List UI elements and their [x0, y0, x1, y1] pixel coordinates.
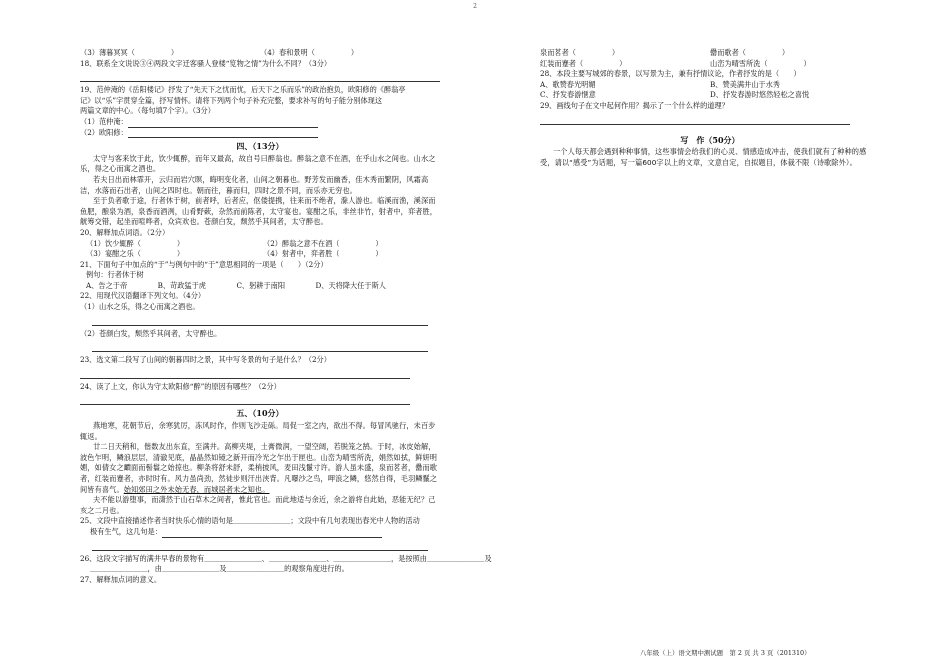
right-column — [540, 48, 880, 168]
q28-option-d[interactable]: D、抒发春游时悠然轻松之喜悦 — [710, 90, 810, 100]
section-4-heading: 四、（13分） — [236, 141, 284, 152]
passage-4-para-1: 太守与客来饮于此，饮少辄醉，而年又最高，故自号曰醉翁也。醉翁之意不在酒，在乎山水之间也。山水之乐，得之心而寓之酒也。 — [80, 153, 436, 174]
q28-option-b[interactable]: B、赞美满井山于水秀 — [710, 79, 780, 89]
q27-item-3: 红装而蹇者（ ） — [540, 58, 627, 68]
q19-b-label: （2）欧阳修： — [80, 127, 128, 137]
q17-row — [80, 48, 440, 59]
q20-row-1 — [80, 239, 440, 250]
writing-prompt: 一个人每天都会遇到种种事情，这些事情会给我们的心灵、情感造成冲击，使我们就有了种种的感受，请以“感受”为话题，写一篇600字以上的文章，文意自定，自拟题目，体裁不限（诗歌除外）。 — [540, 147, 867, 167]
q27-item-4: 山峦为晴雪所洗（ ） — [710, 58, 811, 68]
q29-answer-line[interactable] — [540, 114, 850, 125]
q18-text: 18、联系全文说说③④两段文字迁客骚人登楼“览物之情”为什么不同？（3分） — [80, 58, 332, 68]
q20-item-4: （4）射者中，弈者胜（ ） — [263, 249, 383, 259]
q26-text-1: 26、这段文字描写的满井早春的景物有＿＿＿＿＿＿＿＿、＿＿＿＿＿＿＿＿、＿＿＿＿＿＿＿＿，是按照由＿＿＿＿＿＿＿＿及 — [80, 553, 492, 563]
passage-4-para-2: 若夫日出而林霏开，云归而岩穴暝，晦明变化者，山间之朝暮也。野芳发而幽香，佳木秀而繁阴，风霜高洁，水落而石出者，山间之四时也。朝而往，暮而归，四时之景不同，而乐亦无穷也。 — [80, 174, 429, 195]
q28-options-row-1 — [540, 80, 880, 91]
passage-4-para-3: 至于负者歌于途，行者休于树，前者呼，后者应，伛偻提携，往来而不绝者，滁人游也。临溪而渔，溪深而鱼肥，酿泉为酒，泉香而酒洌，山肴野蔌，杂然而前陈者，太守宴也。宴酣之乐，非丝非竹，射者中，弈者胜，觥筹交错，起坐而喧哗者，众宾欢也。苍颜白发，颓然乎其间者，太守醉也。 — [80, 196, 438, 227]
left-column — [80, 48, 492, 585]
q27-text: 27、解释加点词的意义。 — [80, 574, 162, 584]
q19-b — [80, 128, 440, 139]
q19-a — [80, 117, 440, 128]
q19-text-1: 19、范仲淹的《岳阳楼记》抒发了“先天下之忧而忧，后天下之乐而乐”的政治抱负，欧阳修的《醉翁亭 — [80, 85, 406, 95]
passage-5-para-2 — [80, 442, 440, 495]
q19-a-blank[interactable] — [128, 119, 318, 128]
section-5-heading: 五、（10分） — [236, 408, 284, 419]
q25-text-2 — [80, 527, 440, 538]
passage-5-para-1: 燕地寒，花朝节后，余寒犹厉，冻风时作，作则飞沙走砾。局促一室之内，欲出不得。每冒风驰行，未百步辄返。 — [80, 421, 436, 441]
q21-option-b[interactable]: B、苛政猛于虎 — [157, 280, 206, 290]
q28-option-a[interactable]: A、歌赞春光明媚 — [540, 79, 596, 89]
q17-item-3: （3）薄暮冥冥（ ） — [80, 48, 179, 57]
q21-option-a[interactable]: A、告之于帝 — [86, 280, 128, 290]
q25-answer-blank[interactable] — [162, 529, 382, 538]
page-footer: 八年级（上）语文期中测试题 第 2 页 共 3 页（201310） — [640, 649, 811, 657]
passage-5-para-3: 夫不能以游堕事，而潇然于山石草木之间者，惟此官也。而此地适与余近，余之游将自此始，恶能无纪？己亥之二月也。 — [80, 495, 436, 515]
q24-answer-line[interactable] — [80, 394, 410, 405]
q27-item-2: 罍而歌者（ ） — [710, 48, 790, 57]
q21-example: 例句：行者休于树 — [86, 270, 144, 280]
q20-item-2: （2）醉翁之意不在酒（ ） — [263, 238, 383, 248]
page-number: 2 — [473, 3, 477, 10]
underlined-sentence: 始知郊田之外未始无春，而城居者未之知也。 — [123, 484, 270, 494]
q24-text: 24、读了上文，你认为守太欧阳修“醉”的原因有哪些？（2分） — [80, 381, 281, 391]
q28-text: 28、本段主要写城郊的春景，以写景为主，兼有抒情议论，作者抒发的是（ ） — [540, 69, 801, 79]
q27-row-1 — [540, 48, 880, 59]
q22-sentence-2: （2）苍颜白发，颓然乎其间者，太守醉也。 — [80, 328, 222, 338]
q22-text: 22、用现代汉语翻译下列文句。（4分） — [80, 291, 206, 301]
q22-sentence-1: （1）山水之乐，得之心而寓之酒也。 — [80, 302, 200, 312]
q27-item-1: 泉而茗者（ ） — [540, 48, 620, 57]
q21-option-c[interactable]: C、躬耕于南阳 — [236, 280, 286, 290]
q21-text: 21、下面句子中加点的“于”与例句中的“于”意思相同的一项是（ ）（2分） — [80, 259, 328, 269]
q28-options-row-2 — [540, 90, 880, 101]
q29-text: 29、画线句子在文中起何作用？揭示了一个什么样的道理？ — [540, 100, 729, 110]
q20-row-2 — [80, 249, 440, 260]
q28-option-c[interactable]: C、抒发春游惬意 — [540, 90, 596, 100]
q19-text-3: 两篇文章的中心。（每句填7个字）。（3分） — [80, 106, 215, 116]
q19-a-label: （1）范仲淹： — [80, 116, 128, 126]
q21-option-d[interactable]: D、天将降大任于斯人 — [315, 280, 386, 290]
q25-answer-line[interactable] — [92, 540, 428, 551]
q23-text: 23、选文第二段写了山间的朝暮四时之景，其中写冬景的句子是什么？（2分） — [80, 355, 331, 365]
q25-text-2-label: 极有生气，这几句是： — [90, 526, 162, 536]
q19-b-blank[interactable] — [128, 129, 318, 138]
passage-5-para-2-main: 廿二日天稍和，偕数友出东直，至满井。高柳夹堤，土膏微润，一望空阔，若脱笼之鹄。于时，冰皮始解，波色乍明，鳞浪层层，清澈见底，晶晶然如镜之新开而冷光之乍出于匣也。山峦为晴雪所洗，娟然如拭，鲜妍明媚，如倩女之靧面而髻鬟之始掠也。柳条将舒未舒，柔梢披风，麦田浅鬣寸许。游人虽未盛，泉而茗者，罍而歌者，红装而蹇者，亦时时有。风力虽尚劲，然徒步则汗出浃背。凡曝沙之鸟，呷浪之鳞，悠然自得，毛羽鳞鬣之间皆有喜气。 — [80, 442, 438, 494]
q20-text: 20、解释加点词语。（2分） — [80, 227, 170, 237]
q18-answer-line[interactable] — [80, 71, 440, 82]
q26-text-2: ＿＿＿＿＿＿＿＿，由＿＿＿＿＿＿＿＿及＿＿＿＿＿＿＿＿的观察角度进行的。 — [90, 564, 349, 574]
q17-item-4: （4）春和景明（ ） — [260, 48, 359, 57]
q22-answer-line-1[interactable] — [92, 315, 428, 326]
q21-options — [80, 281, 386, 292]
writing-heading: 写 作（50分） — [680, 134, 740, 145]
q20-item-3: （3）宴酣之乐（ ） — [86, 249, 185, 259]
q22-answer-line-2[interactable] — [92, 341, 428, 352]
q25-text-1: 25、文段中直接描述作者当时快乐心情的语句是＿＿＿＿＿＿＿＿；文段中有几句表现出春光中人物的活动 — [80, 516, 420, 526]
q27-row-2 — [540, 59, 880, 70]
q20-item-1: （1）饮少辄醉（ ） — [86, 238, 185, 248]
q19-text-2: 记》以“乐”字贯穿全篇，抒写情怀。请将下列两个句子补充完整，要求补写的句子能分别体现这 — [80, 95, 383, 105]
q23-answer-line[interactable] — [80, 368, 410, 379]
